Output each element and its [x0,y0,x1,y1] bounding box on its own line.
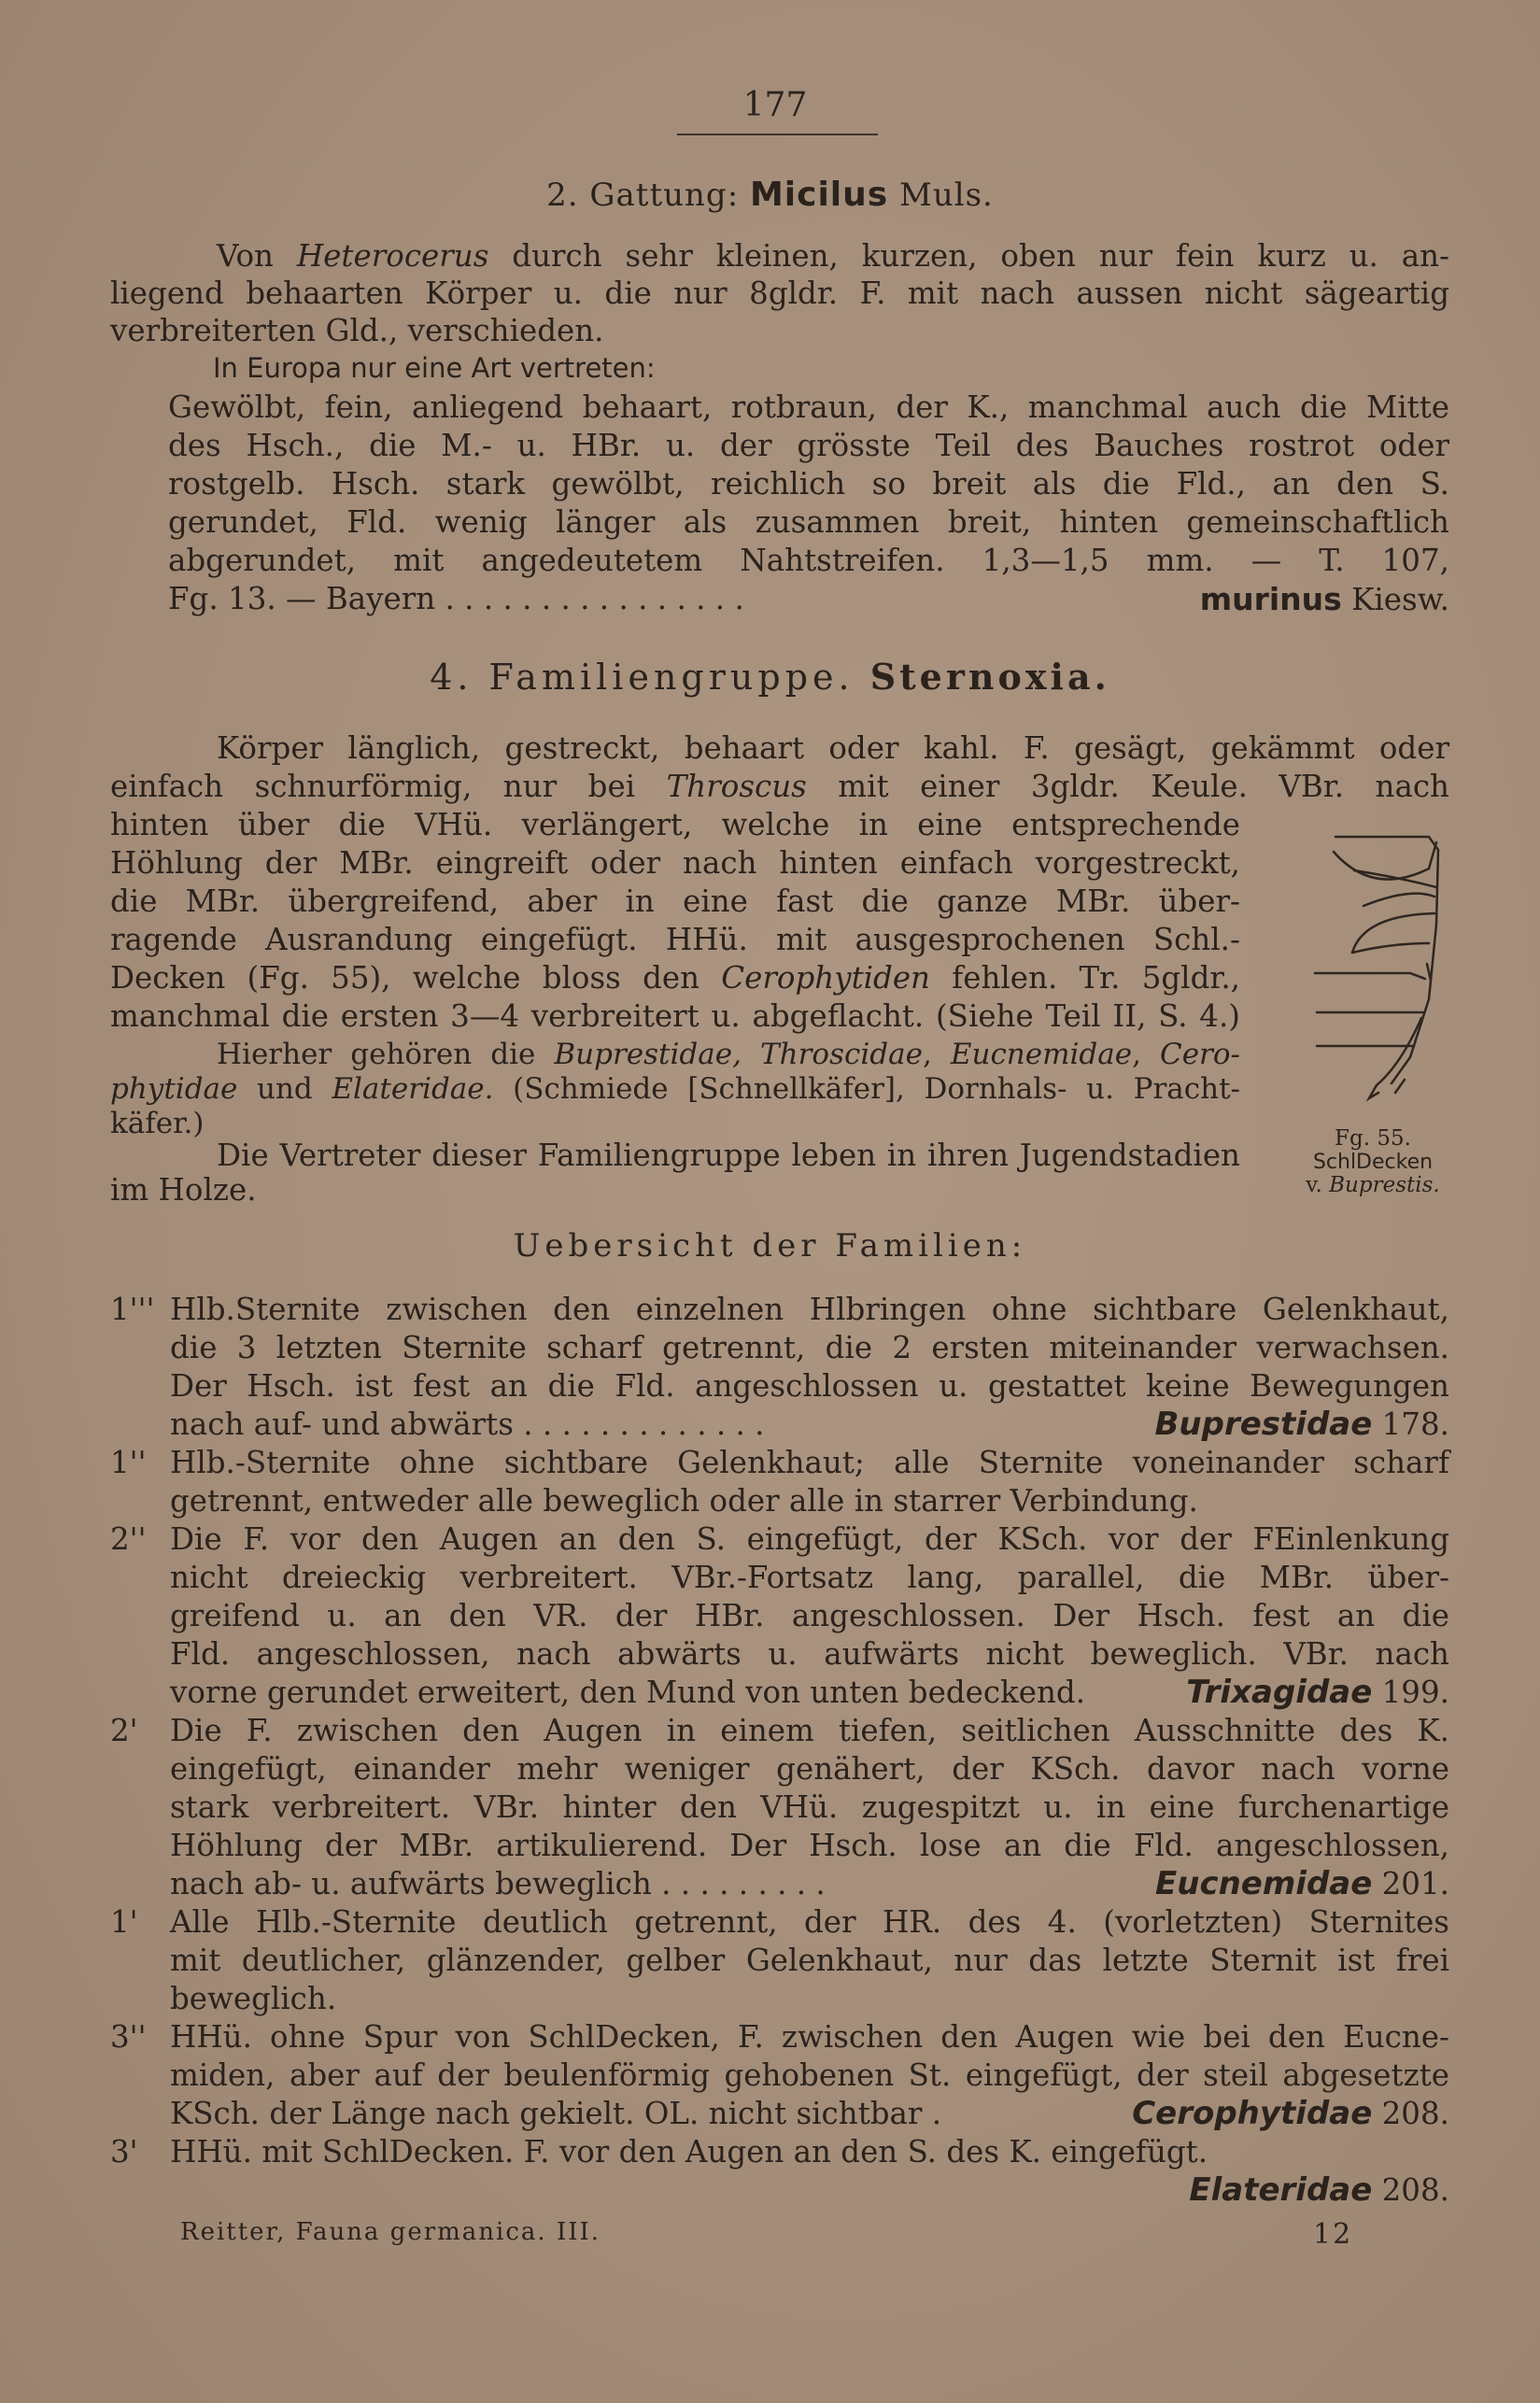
key-text-line: Der Hsch. ist fest an die Fld. angeschlossen u. gestattet keine Bewegungen [170,1368,1449,1404]
key-text-line: Alle Hlb.-Sternite deutlich getrennt, der HR. des 4. (vorletzten) Sternites [170,1904,1449,1940]
genus-name: Micilus [749,176,889,214]
genus-heading-prefix: 2. Gattung: [546,177,750,214]
key-text-line: eingefügt, einander mehr weniger genähert, der KSch. davor nach vorne [170,1751,1449,1787]
genus-heading [0,176,1540,214]
key-text-line: Hlb.Sternite zwischen den einzelnen Hlbringen ohne sichtbare Gelenkhaut, [170,1292,1449,1327]
family-group-heading: 4. Familiengruppe. Sternoxia. [430,656,1110,698]
species-author: Kiesw. [1341,582,1449,617]
genus-text-line: In Europa nur eine Art vertreten: [213,352,656,384]
family-group-text-line: manchmal die ersten 3—4 verbreitert u. abgeflacht. (Siehe Teil II, S. 4.) [110,998,1240,1034]
page-number-rule [677,134,878,135]
family-group-name: Sternoxia. [869,656,1110,698]
figure-line [1429,842,1436,869]
genus-ref-name: Heterocerus [296,238,489,274]
family-group-text-line: ragende Ausrandung eingefügt. HHü. mit ausgesprochenen Schl.- [110,922,1240,957]
key-text-line: Die F. vor den Augen an den S. eingefügt, der KSch. vor der FEinlenkung [170,1521,1449,1557]
key-text-line: Hlb.-Sternite ohne sichtbare Gelenkhaut; alle Sternite voneinander scharf [170,1445,1449,1480]
family-group-text-line: Körper länglich, gestreckt, behaart oder kahl. F. gesägt, gekämmt oder [217,730,1449,766]
figure-line [1354,870,1436,887]
footer-sheet-number: 12 [1313,2218,1353,2251]
key-text-line: mit deutlicher, glänzender, gelber Gelenkhaut, nur das letzte Sternit ist frei [170,1943,1449,1978]
family-page-ref: 199. [1372,1675,1449,1710]
species-desc-line: abgerundet, mit angedeutetem Nahtstreifen. 1,3—1,5 mm. — T. 107, [168,543,1449,578]
key-text-line: Die F. zwischen den Augen in einem tiefen, seitlichen Ausschnitte des K. [170,1713,1449,1748]
family-page-ref: 178. [1372,1406,1449,1442]
figure-number: Fg. 55. [1335,1126,1411,1151]
hierher-line: phytidae und Elateridae. (Schmiede [Schnellkäfer], Dornhals- u. Pracht- [110,1072,1241,1106]
vertreter-line: Die Vertreter dieser Familiengruppe leben in ihren Jugendstadien [217,1138,1240,1173]
figure-line [1315,973,1425,979]
family-name: Cerophytidae [1132,2095,1373,2132]
genus-text-line: liegend behaarten Körper u. die nur 8gldr. F. mit nach aussen nicht sägeartig [110,276,1449,311]
family-name: Elateridae [1189,2171,1373,2209]
key-last-line: vorne gerundet erweitert, den Mund von unten bedeckend. Trixagidae 199. [170,1674,1449,1711]
genus-author: Muls. [888,177,994,214]
schldecken-figure [1298,813,1462,1111]
key-couplet-number: 3'' [110,2019,147,2055]
vertreter-line: im Holze. [110,1172,257,1208]
key-text-line: miden, aber auf der beulenförmig gehobenen St. eingefügt, der steil abgesetzte [170,2057,1449,2093]
key-couplet-number: 2' [110,1713,138,1748]
species-name: murinus [1199,581,1342,617]
genus-text-line: Von Heterocerus durch sehr kleinen, kurzen, oben nur fein kurz u. an- [217,238,1449,274]
family-group-text-line: Höhlung der MBr. eingreift oder nach hinten einfach vorgestreckt, [110,845,1240,881]
hierher-line: Hierher gehören die Buprestidae, Throscidae, Eucnemidae, Cero- [217,1038,1241,1071]
key-last-line: nach ab- u. aufwärts beweglich . . . . . . . . . Eucnemidae 201. [170,1865,1449,1902]
key-last-line: KSch. der Länge nach gekielt. OL. nicht sichtbar . Cerophytidae 208. [170,2095,1449,2132]
family-page-ref: 208. [1372,2172,1449,2208]
family-page-ref: 201. [1372,1866,1449,1901]
key-last-line: nach auf- und abwärts . . . . . . . . . . . . . Buprestidae 178. [170,1406,1449,1443]
figure-caption [1289,1127,1457,1197]
figure-title: SchlDecken [1312,1151,1434,1174]
key-text-line: Fld. angeschlossen, nach abwärts u. aufwärts nicht beweglich. VBr. nach [170,1636,1449,1672]
family-page-ref: 208. [1372,2096,1449,2131]
key-couplet-number: 1' [110,1904,138,1940]
key-couplet-number: 1'' [110,1445,147,1480]
key-couplet-number: 1''' [110,1292,155,1327]
key-last-line: getrennt, entweder alle beweglich oder alle in starrer Verbindung. [170,1483,1198,1519]
family-group-text-line: die MBr. übergreifend, aber in eine fast die ganze MBr. über- [110,883,1240,919]
figure-line [1369,1085,1378,1098]
key-text-line: die 3 letzten Sternite scharf getrennt, die 2 ersten miteinander verwachsen. [170,1330,1449,1365]
hierher-line: käfer.) [110,1107,205,1140]
key-last-line: beweglich. [170,1981,337,2016]
figure-line [1395,1080,1405,1093]
key-text-line: stark verbreitert. VBr. hinter den VHü. zugespitzt u. in eine furchenartige [170,1789,1449,1825]
family-name: Eucnemidae [1155,1865,1373,1902]
figure-subject: v. Buprestis. [1306,1173,1440,1197]
figure-line [1427,964,1431,981]
footer-source: Reitter, Fauna germanica. III. [180,2218,601,2246]
family-name: Trixagidae [1186,1674,1373,1711]
key-text-line: HHü. ohne Spur von SchlDecken, F. zwischen den Augen wie bei den Eucne- [170,2019,1449,2055]
family-group-text-line: Decken (Fg. 55), welche bloss den Cerophytiden fehlen. Tr. 5gldr., [110,960,1240,996]
figure-line [1363,894,1434,906]
page-number: 177 [742,86,808,124]
family-name: Buprestidae [1154,1406,1373,1443]
species-desc-line: rostgelb. Hsch. stark gewölbt, reichlich so breit als die Fld., an den S. [168,466,1449,502]
figure-line [1335,837,1438,850]
figure-line [1377,1018,1421,1085]
key-text-line: Höhlung der MBr. artikulierend. Der Hsch. lose an die Fld. angeschlossen, [170,1828,1449,1863]
overview-heading: Uebersicht der Familien: [513,1227,1027,1265]
species-desc-line: gerundet, Fld. wenig länger als zusammen breit, hinten gemeinschaftlich [168,504,1449,540]
key-text-line: greifend u. an den VR. der HBr. angeschlossen. Der Hsch. fest an die [170,1598,1449,1633]
genus-text-line: verbreiterten Gld., verschieden. [110,313,604,348]
family-group-text-line: hinten über die VHü. verlängert, welche in eine entsprechende [110,807,1240,842]
key-couplet-number: 2'' [110,1521,147,1557]
figure-line [1352,943,1429,953]
species-desc-line: Fg. 13. — Bayern . . . . . . . . . . . . . . . . murinus Kiesw. [168,581,1449,617]
figure-line [1352,913,1434,953]
family-group-text-line: einfach schnurförmig, nur bei Throscus mit einer 3gldr. Keule. VBr. nach [110,769,1449,804]
key-last-line: HHü. mit SchlDecken. F. vor den Augen an den S. des K. eingefügt. [170,2134,1208,2170]
species-desc-line: des Hsch., die M.- u. HBr. u. der grösste Teil des Bauches rostrot oder [168,428,1449,463]
species-desc-line: Gewölbt, fein, anliegend behaart, rotbraun, der K., manchmal auch die Mitte [168,389,1449,425]
key-couplet-number: 3' [110,2134,138,2170]
key-text-line: nicht dreieckig verbreitert. VBr.-Fortsatz lang, parallel, die MBr. über- [170,1560,1449,1595]
